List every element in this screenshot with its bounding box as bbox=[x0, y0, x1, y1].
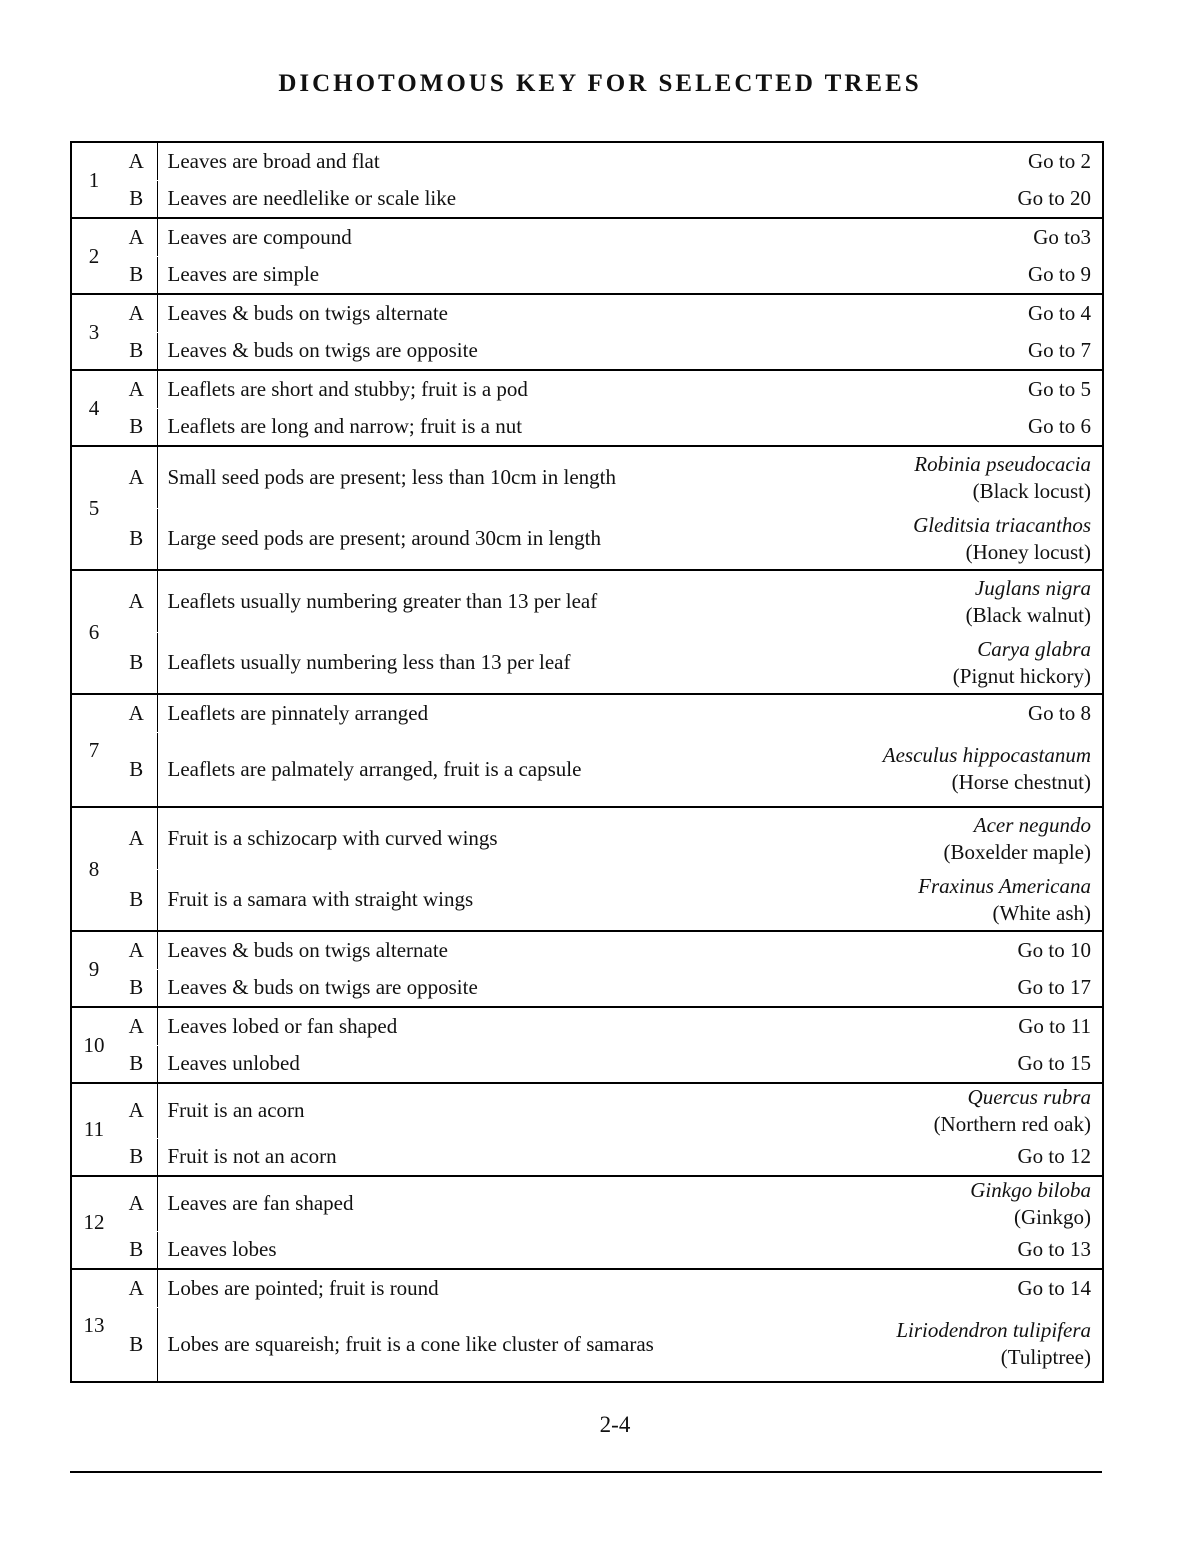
key-choice-7b bbox=[71, 732, 1103, 807]
choice-description: Leaves are fan shaped bbox=[157, 1176, 797, 1231]
choice-letter: A bbox=[116, 931, 157, 969]
key-choice-12b bbox=[71, 1231, 1103, 1269]
choice-description: Leaves are needlelike or scale like bbox=[157, 180, 797, 218]
key-step-11 bbox=[71, 1083, 1103, 1176]
choice-description: Leaves & buds on twigs are opposite bbox=[157, 332, 797, 370]
choice-letter: A bbox=[116, 694, 157, 732]
goto-instruction: Go to 11 bbox=[1018, 1014, 1091, 1038]
choice-description: Small seed pods are present; less than 10cm in length bbox=[157, 446, 797, 508]
key-choice-3b bbox=[71, 332, 1103, 370]
choice-description: Leaves & buds on twigs alternate bbox=[157, 294, 797, 332]
choice-letter: B bbox=[116, 969, 157, 1007]
choice-letter: B bbox=[116, 180, 157, 218]
choice-description: Fruit is a schizocarp with curved wings bbox=[157, 807, 797, 869]
key-choice-13a bbox=[71, 1269, 1103, 1307]
goto-instruction: Go to 10 bbox=[1017, 938, 1091, 962]
choice-description: Leaflets are short and stubby; fruit is a pod bbox=[157, 370, 797, 408]
choice-description: Leaflets are pinnately arranged bbox=[157, 694, 797, 732]
key-step-10 bbox=[71, 1007, 1103, 1083]
species-result bbox=[797, 446, 1103, 508]
choice-letter: B bbox=[116, 332, 157, 370]
goto-instruction: Go to 5 bbox=[1028, 377, 1091, 401]
choice-description: Leaflets are palmately arranged, fruit is a capsule bbox=[157, 732, 797, 807]
common-name: (Northern red oak) bbox=[933, 1112, 1091, 1136]
key-choice-2a bbox=[71, 218, 1103, 256]
species-name: Ginkgo biloba bbox=[970, 1178, 1091, 1202]
key-step-8 bbox=[71, 807, 1103, 931]
choice-description: Leaflets usually numbering greater than 13 per leaf bbox=[157, 570, 797, 632]
key-step-3 bbox=[71, 294, 1103, 370]
choice-letter: A bbox=[116, 446, 157, 508]
key-choice-4a bbox=[71, 370, 1103, 408]
choice-letter: B bbox=[116, 1138, 157, 1176]
step-number: 11 bbox=[83, 1117, 105, 1141]
choice-description: Leaves unlobed bbox=[157, 1045, 797, 1083]
key-choice-6b bbox=[71, 632, 1103, 694]
key-step-2 bbox=[71, 218, 1103, 294]
key-choice-11a bbox=[71, 1083, 1103, 1138]
key-choice-1b bbox=[71, 180, 1103, 218]
choice-letter: B bbox=[116, 1307, 157, 1382]
page-title: DICHOTOMOUS KEY FOR SELECTED TREES bbox=[278, 70, 922, 97]
species-result bbox=[797, 732, 1103, 807]
choice-letter: B bbox=[116, 1045, 157, 1083]
choice-description: Leaflets usually numbering less than 13 per leaf bbox=[157, 632, 797, 694]
common-name: (Ginkgo) bbox=[1014, 1205, 1091, 1229]
choice-letter: A bbox=[116, 142, 157, 180]
key-choice-10b bbox=[71, 1045, 1103, 1083]
goto-instruction: Go to 20 bbox=[1017, 186, 1091, 210]
choice-letter: A bbox=[116, 218, 157, 256]
species-name: Juglans nigra bbox=[974, 575, 1091, 600]
step-number: 6 bbox=[88, 619, 100, 644]
choice-letter: A bbox=[116, 1083, 157, 1138]
common-name: (Tuliptree) bbox=[1000, 1345, 1091, 1369]
key-choice-7a bbox=[71, 694, 1103, 732]
key-step-9 bbox=[71, 931, 1103, 1007]
choice-description: Leaves lobes bbox=[157, 1231, 797, 1269]
goto-instruction: Go to 13 bbox=[1017, 1237, 1091, 1261]
species-name: Fraxinus Americana bbox=[918, 873, 1091, 898]
step-number: 10 bbox=[83, 1032, 105, 1057]
choice-description: Fruit is an acorn bbox=[157, 1083, 797, 1138]
choice-description: Lobes are pointed; fruit is round bbox=[157, 1269, 797, 1307]
species-result bbox=[797, 632, 1103, 694]
key-choice-9b bbox=[71, 969, 1103, 1007]
choice-letter: B bbox=[116, 256, 157, 294]
common-name: (Horse chestnut) bbox=[951, 770, 1091, 794]
step-number: 3 bbox=[88, 319, 100, 344]
key-choice-10a bbox=[71, 1007, 1103, 1045]
species-name: Gleditsia triacanthos bbox=[913, 512, 1091, 537]
choice-letter: B bbox=[116, 508, 157, 570]
species-result bbox=[797, 807, 1103, 869]
key-choice-1a bbox=[71, 142, 1103, 180]
species-result bbox=[797, 508, 1103, 570]
choice-description: Leaves & buds on twigs are opposite bbox=[157, 969, 797, 1007]
step-number: 8 bbox=[88, 856, 100, 881]
common-name: (Black walnut) bbox=[965, 602, 1091, 627]
footer-rule bbox=[70, 1471, 1102, 1473]
common-name: (Black locust) bbox=[972, 478, 1091, 503]
key-choice-13b bbox=[71, 1307, 1103, 1382]
step-number: 9 bbox=[88, 956, 100, 981]
choice-letter: A bbox=[116, 570, 157, 632]
step-number: 13 bbox=[83, 1313, 105, 1337]
choice-description: Fruit is not an acorn bbox=[157, 1138, 797, 1176]
choice-letter: B bbox=[116, 632, 157, 694]
choice-description: Leaves lobed or fan shaped bbox=[157, 1007, 797, 1045]
choice-description: Leaflets are long and narrow; fruit is a nut bbox=[157, 408, 797, 446]
key-step-4 bbox=[71, 370, 1103, 446]
common-name: (Pignut hickory) bbox=[952, 663, 1091, 688]
key-choice-11b bbox=[71, 1138, 1103, 1176]
goto-instruction: Go to 15 bbox=[1017, 1051, 1091, 1075]
choice-description: Leaves are simple bbox=[157, 256, 797, 294]
goto-instruction: Go to3 bbox=[1033, 225, 1091, 249]
choice-letter: A bbox=[116, 1176, 157, 1231]
species-name: Liriodendron tulipifera bbox=[896, 1318, 1091, 1342]
goto-instruction: Go to 6 bbox=[1028, 414, 1091, 438]
step-number: 4 bbox=[88, 395, 100, 420]
key-choice-3a bbox=[71, 294, 1103, 332]
page-number: 2-4 bbox=[599, 1412, 631, 1437]
choice-letter: B bbox=[116, 1231, 157, 1269]
species-result bbox=[797, 1176, 1103, 1231]
species-result bbox=[797, 1307, 1103, 1382]
step-number: 12 bbox=[83, 1210, 105, 1234]
key-step-12 bbox=[71, 1176, 1103, 1269]
key-choice-8b bbox=[71, 869, 1103, 931]
species-result bbox=[797, 1083, 1103, 1138]
choice-description: Fruit is a samara with straight wings bbox=[157, 869, 797, 931]
step-number: 5 bbox=[88, 495, 100, 520]
choice-letter: A bbox=[116, 370, 157, 408]
key-step-6 bbox=[71, 570, 1103, 694]
choice-description: Lobes are squareish; fruit is a cone like cluster of samaras bbox=[157, 1307, 797, 1382]
choice-description: Leaves are broad and flat bbox=[157, 142, 797, 180]
species-name: Aesculus hippocastanum bbox=[882, 743, 1091, 767]
species-name: Carya glabra bbox=[977, 636, 1091, 661]
goto-instruction: Go to 4 bbox=[1028, 301, 1091, 325]
step-number: 2 bbox=[88, 243, 100, 268]
common-name: (Boxelder maple) bbox=[943, 839, 1091, 864]
common-name: (Honey locust) bbox=[965, 539, 1091, 564]
choice-letter: A bbox=[116, 807, 157, 869]
key-choice-9a bbox=[71, 931, 1103, 969]
key-step-5 bbox=[71, 446, 1103, 570]
goto-instruction: Go to 12 bbox=[1017, 1144, 1091, 1168]
choice-letter: A bbox=[116, 1269, 157, 1307]
species-result bbox=[797, 869, 1103, 931]
key-choice-2b bbox=[71, 256, 1103, 294]
species-result bbox=[797, 570, 1103, 632]
key-choice-8a bbox=[71, 807, 1103, 869]
goto-instruction: Go to 9 bbox=[1028, 262, 1091, 286]
choice-letter: B bbox=[116, 869, 157, 931]
dichotomous-key-table bbox=[70, 141, 1104, 1383]
key-step-1 bbox=[71, 142, 1103, 218]
key-step-7 bbox=[71, 694, 1103, 807]
key-choice-4b bbox=[71, 408, 1103, 446]
choice-letter: B bbox=[116, 732, 157, 807]
choice-description: Large seed pods are present; around 30cm in length bbox=[157, 508, 797, 570]
goto-instruction: Go to 8 bbox=[1028, 701, 1091, 725]
goto-instruction: Go to 17 bbox=[1017, 975, 1091, 999]
choice-description: Leaves & buds on twigs alternate bbox=[157, 931, 797, 969]
common-name: (White ash) bbox=[992, 900, 1091, 925]
goto-instruction: Go to 14 bbox=[1017, 1276, 1091, 1300]
key-choice-5a bbox=[71, 446, 1103, 508]
species-name: Acer negundo bbox=[973, 812, 1091, 837]
choice-letter: B bbox=[116, 408, 157, 446]
choice-letter: A bbox=[116, 1007, 157, 1045]
species-name: Robinia pseudocacia bbox=[914, 451, 1091, 476]
goto-instruction: Go to 7 bbox=[1028, 338, 1091, 362]
step-number: 1 bbox=[88, 167, 100, 192]
key-choice-6a bbox=[71, 570, 1103, 632]
choice-letter: A bbox=[116, 294, 157, 332]
choice-description: Leaves are compound bbox=[157, 218, 797, 256]
step-number: 7 bbox=[88, 738, 100, 762]
key-choice-5b bbox=[71, 508, 1103, 570]
goto-instruction: Go to 2 bbox=[1028, 149, 1091, 173]
key-step-13 bbox=[71, 1269, 1103, 1382]
key-choice-12a bbox=[71, 1176, 1103, 1231]
species-name: Quercus rubra bbox=[967, 1085, 1091, 1109]
